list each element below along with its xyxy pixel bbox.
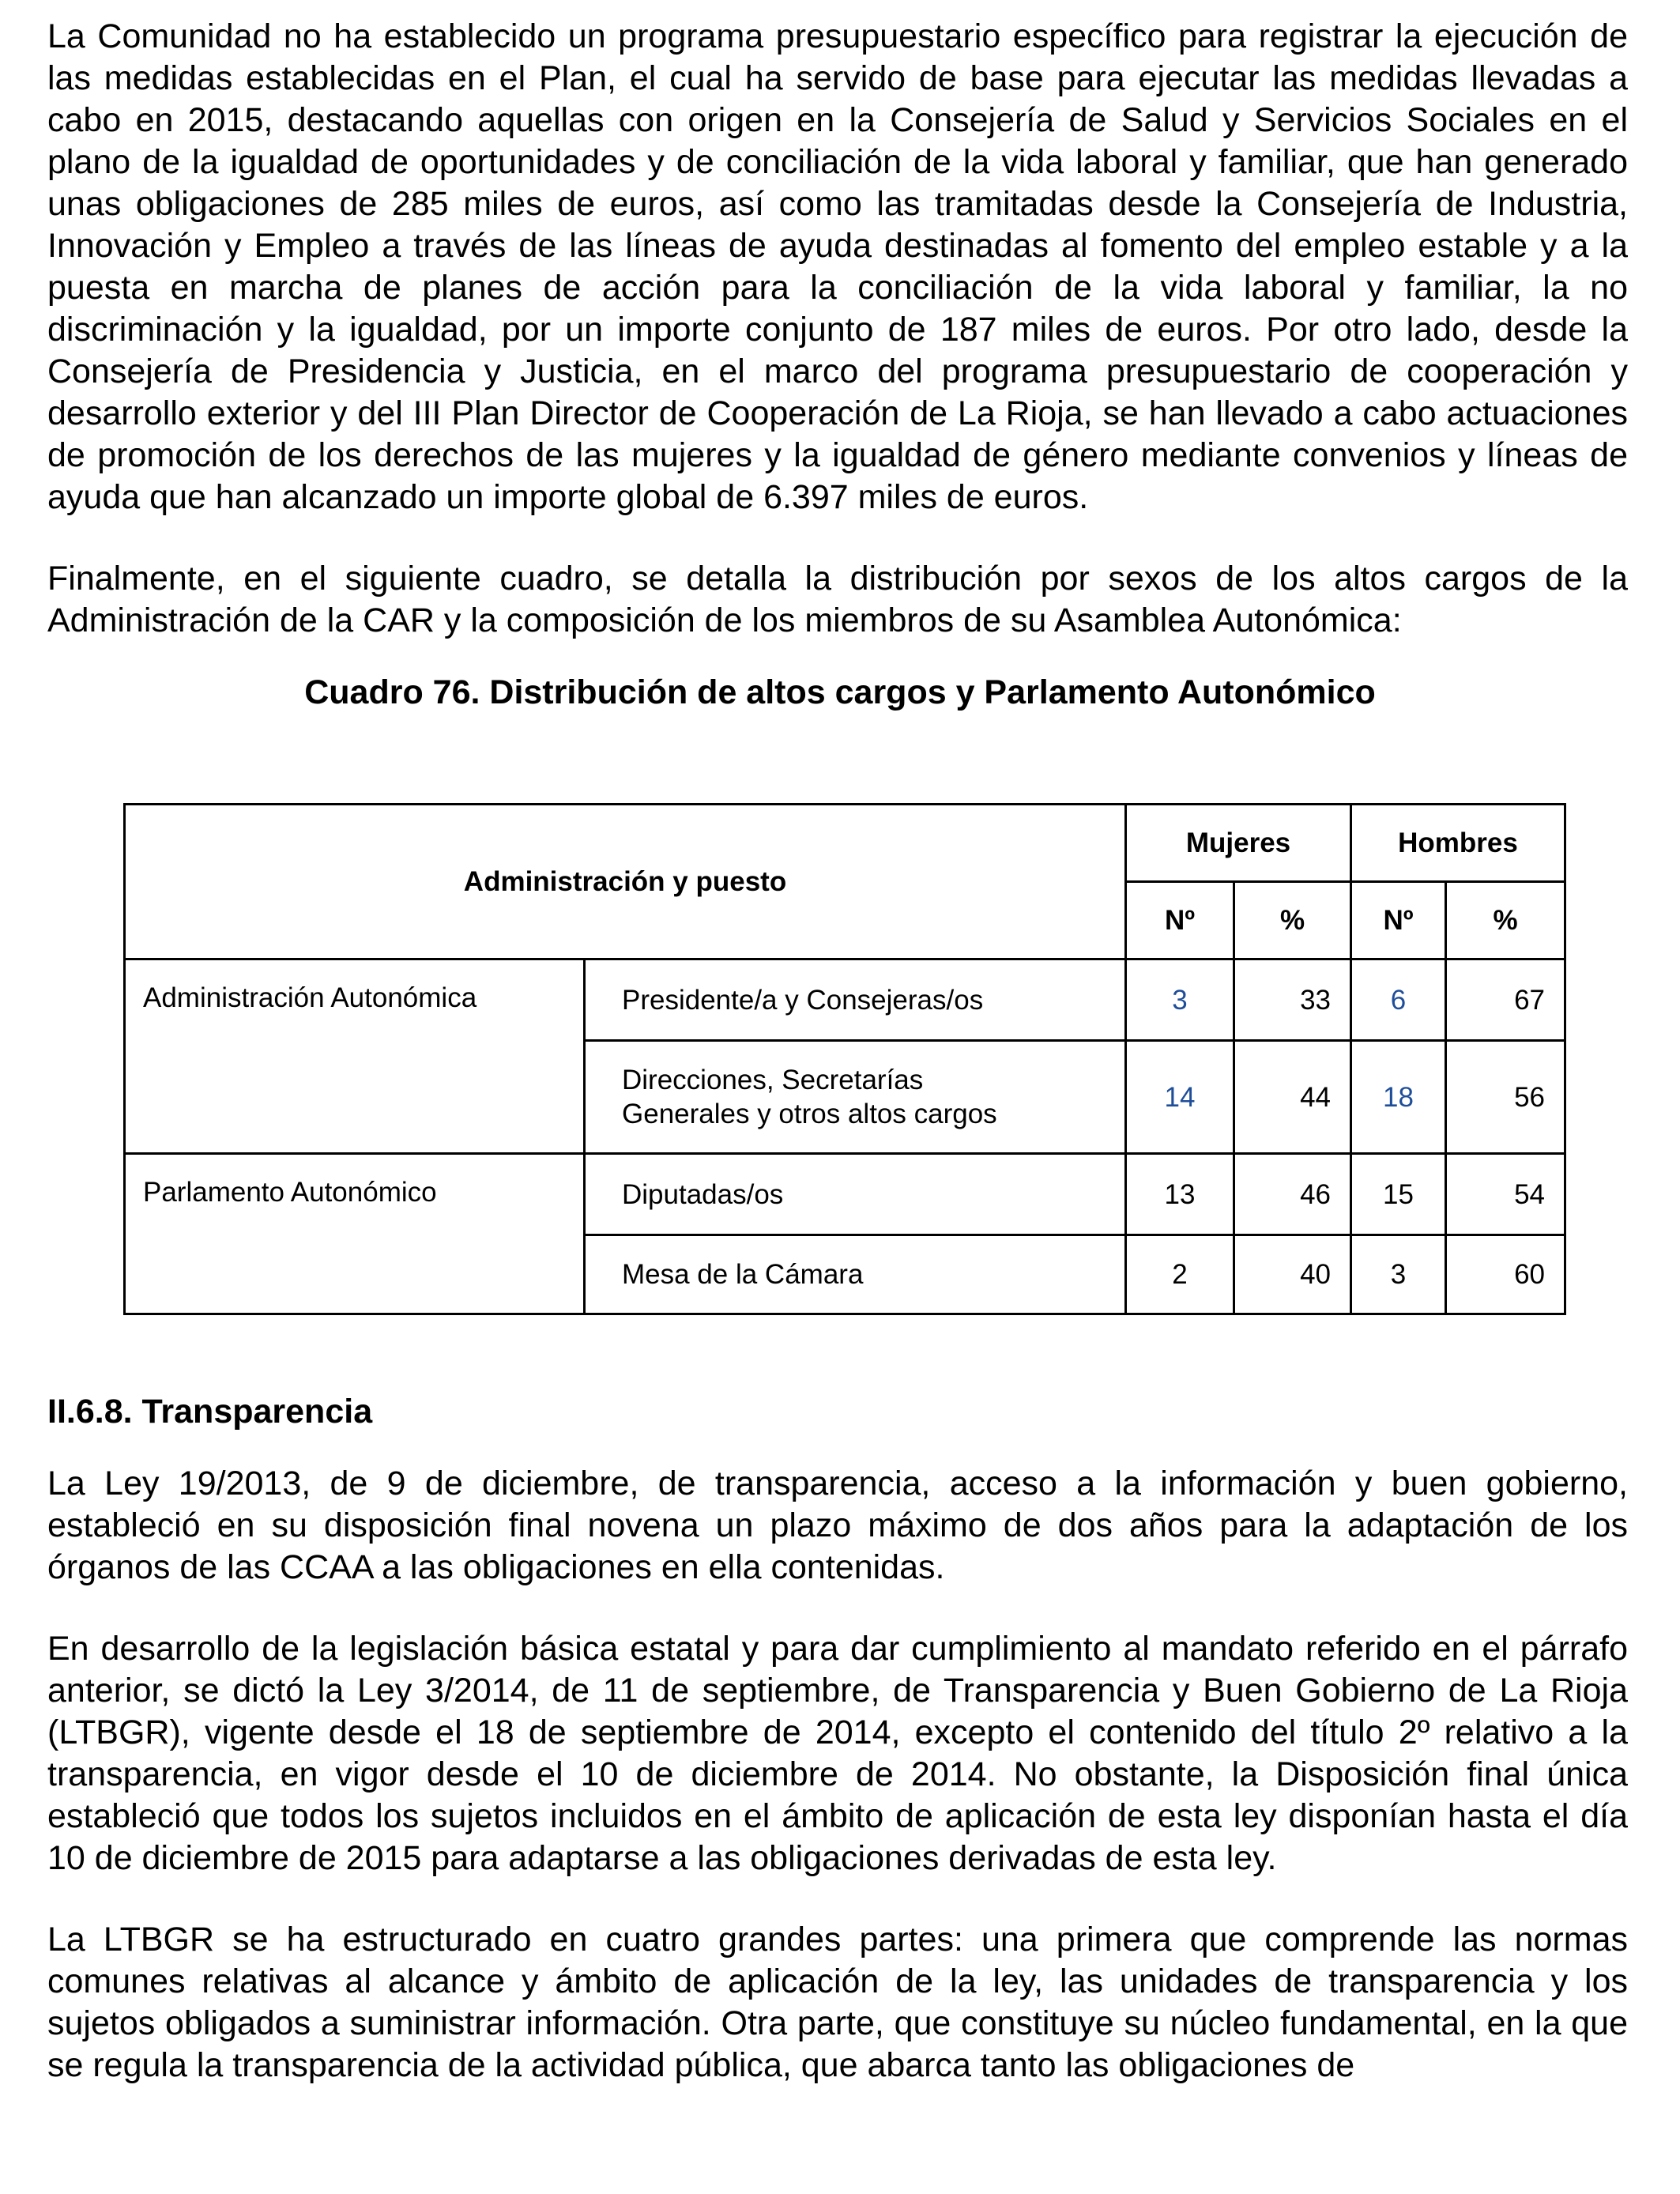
section-transparencia	[47, 1391, 1628, 2087]
cell-m-num: 2	[1126, 1235, 1234, 1314]
cell-m-pct: 46	[1234, 1154, 1351, 1235]
cell-m-pct: 44	[1234, 1041, 1351, 1154]
paragraph: La Ley 19/2013, de 9 de diciembre, de transparencia, acceso a la información y buen gobierno, estableció en su disposición final novena un plazo máximo de dos años para la adaptación de los órganos de las CCAA a las obligaciones en ella contenidas.	[47, 1465, 1628, 1586]
cell-h-num: 15	[1351, 1154, 1446, 1235]
header-pct: %	[1446, 882, 1565, 959]
cell-puesto-line: Direcciones, Secretarías	[622, 1065, 924, 1095]
cell-h-num: 3	[1351, 1235, 1446, 1314]
header-admin: Administración y puesto	[125, 805, 1126, 959]
cell-m-num: 3	[1126, 959, 1234, 1041]
cell-admin	[125, 1041, 585, 1154]
cell-puesto-line: Generales y otros altos cargos	[622, 1099, 997, 1129]
cell-m-pct: 33	[1234, 959, 1351, 1041]
table-row	[125, 1154, 1565, 1235]
section-title: II.6.8. Transparencia	[47, 1393, 373, 1431]
data-table	[123, 803, 1566, 1315]
cell-h-pct: 54	[1446, 1154, 1565, 1235]
table-row	[125, 959, 1565, 1041]
header-pct: %	[1234, 882, 1351, 959]
cell-m-pct: 40	[1234, 1235, 1351, 1314]
cell-admin	[125, 1235, 585, 1314]
paragraph: La Comunidad no ha establecido un programa presupuestario específico para registrar la ejecución de las medidas establecidas en el Plan, el cual ha servido de base para ejecutar las medidas llevadas a cabo en 2015, destacando aquellas con origen en la Consejería de Salud y Servicios Sociales en el plano de la igualdad de oportunidades y de conciliación de la vida laboral y familiar, que han generado unas obligaciones de 285 miles de euros, así como las tramitadas desde la Consejería de Industria, Innovación y Empleo a través de las líneas de ayuda destinadas al fomento del empleo estable y a la puesta en marcha de planes de acción para la conciliación de la vida laboral y familiar, la no discriminación y la igualdad, por un importe conjunto de 187 miles de euros. Por otro lado, desde la Consejería de Presidencia y Justicia, en el marco del programa presupuestario de cooperación y desarrollo exterior y del III Plan Director de Cooperación de La Rioja, se han llevado a cabo actuaciones de promoción de los derechos de las mujeres y la igualdad de género mediante convenios y líneas de ayuda que han alcanzado un importe global de 6.397 miles de euros.	[47, 17, 1628, 516]
cell-h-pct: 56	[1446, 1041, 1565, 1154]
cell-h-num: 6	[1351, 959, 1446, 1041]
cell-admin: Parlamento Autonómico	[125, 1154, 585, 1235]
cell-h-pct: 67	[1446, 959, 1565, 1041]
cell-m-num: 13	[1126, 1154, 1234, 1235]
table-row	[125, 1235, 1565, 1314]
header-hombres: Hombres	[1351, 805, 1565, 882]
cell-puesto: Diputadas/os	[585, 1154, 1126, 1235]
cell-puesto	[585, 1041, 1126, 1154]
cell-puesto: Mesa de la Cámara	[585, 1235, 1126, 1314]
paragraph: Finalmente, en el siguiente cuadro, se detalla la distribución por sexos de los altos cargos de la Administración de la CAR y la composición de los miembros de su Asamblea Autonómica:	[47, 560, 1628, 639]
header-num: Nº	[1351, 882, 1446, 959]
header-mujeres: Mujeres	[1126, 805, 1351, 882]
document-page	[47, 16, 1628, 714]
paragraph: La LTBGR se ha estructurado en cuatro grandes partes: una primera que comprende las normas comunes relativas al alcance y ámbito de aplicación de la ley, las unidades de transparencia y los sujetos obligados a suministrar información. Otra parte, que constituye su núcleo fundamental, en la que se regula la transparencia de la actividad pública, que abarca tanto las obligaciones de	[47, 1921, 1628, 2084]
cell-h-pct: 60	[1446, 1235, 1565, 1314]
table-row	[125, 1041, 1565, 1154]
cell-admin: Administración Autonómica	[125, 959, 585, 1041]
cell-h-num: 18	[1351, 1041, 1446, 1154]
paragraph: En desarrollo de la legislación básica estatal y para dar cumplimiento al mandato referido en el párrafo anterior, se dictó la Ley 3/2014, de 11 de septiembre, de Transparencia y Buen Gobierno de La Rioja (LTBGR), vigente desde el 18 de septiembre de 2014, excepto el contenido del título 2º relativo a la transparencia, en vigor desde el 10 de diciembre de 2014. No obstante, la Disposición final única estableció que todos los sujetos incluidos en el ámbito de aplicación de esta ley disponían hasta el día 10 de diciembre de 2015 para adaptarse a las obligaciones derivadas de esta ley.	[47, 1630, 1628, 1877]
cell-puesto: Presidente/a y Consejeras/os	[585, 959, 1126, 1041]
header-num: Nº	[1126, 882, 1234, 959]
table-caption: Cuadro 76. Distribución de altos cargos y Parlamento Autonómico	[304, 673, 1376, 711]
cell-m-num: 14	[1126, 1041, 1234, 1154]
